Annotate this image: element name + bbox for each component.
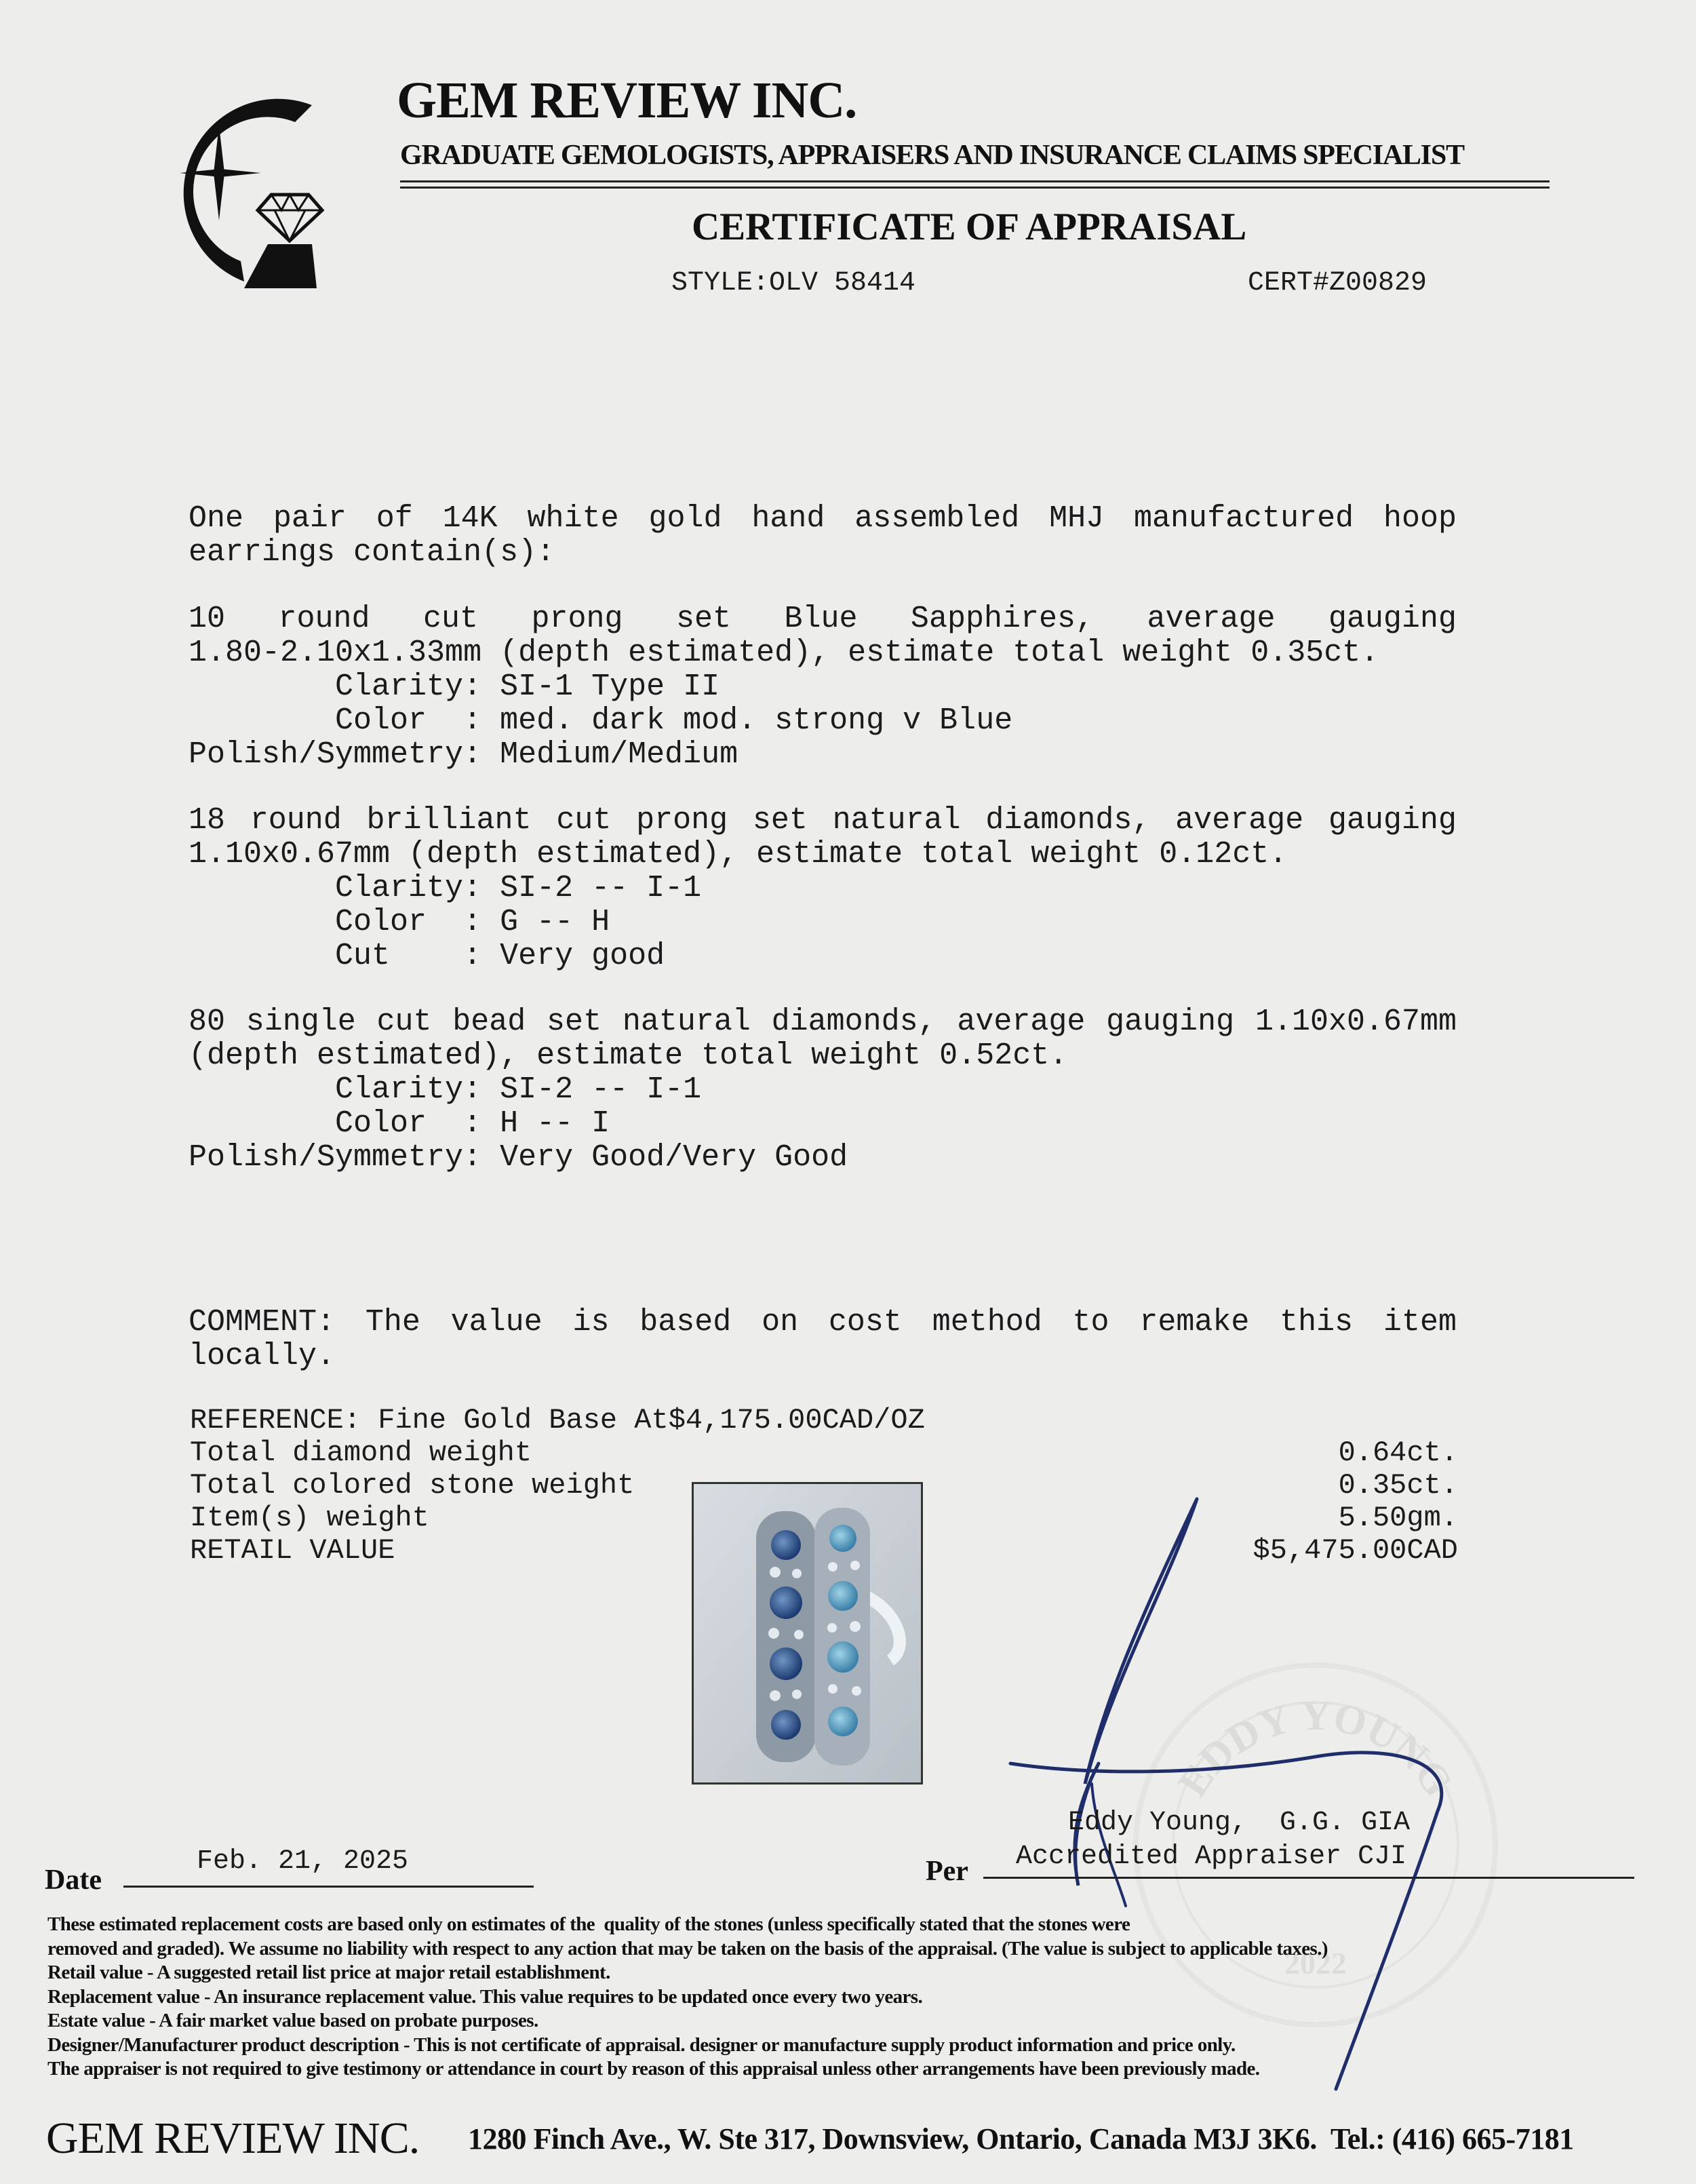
summary-value: 0.35ct. (1338, 1469, 1458, 1502)
header-rule-top (400, 180, 1550, 182)
stone-polish: Polish/Symmetry: Very Good/Very Good (189, 1140, 848, 1175)
item-description (189, 502, 1457, 570)
reference-line: REFERENCE: Fine Gold Base At$4,175.00CAD/OZ (190, 1404, 925, 1437)
stone-line: 80 single cut bead set natural diamonds, average gauging 1.10x0.67mm (189, 1005, 1457, 1039)
summary-label: RETAIL VALUE (190, 1534, 395, 1567)
company-logo-icon (139, 85, 336, 288)
stone-color: Color : H -- I (189, 1106, 610, 1141)
stone-block-round-diamonds (189, 804, 1457, 973)
intro-line: earrings contain(s): (189, 535, 555, 570)
summary-value: 0.64ct. (1338, 1437, 1458, 1469)
summary-value: 5.50gm. (1338, 1502, 1458, 1534)
footer-company-name: GEM REVIEW INC. (46, 2113, 420, 2163)
product-photo (692, 1482, 923, 1785)
company-tagline: GRADUATE GEMOLOGISTS, APPRAISERS AND INSURANCE CLAIMS SPECIALIST (400, 140, 1464, 171)
certificate-number: CERT#Z00829 (1248, 268, 1427, 298)
comment-line: COMMENT: The value is based on cost method to remake this item (189, 1305, 1457, 1340)
summary-label: Item(s) weight (190, 1502, 429, 1534)
stone-color: Color : med. dark mod. strong v Blue (189, 703, 1013, 738)
disclaimer-line: Retail value - A suggested retail list price at major retail establishment. (47, 1962, 610, 1983)
stone-clarity: Clarity: SI-2 -- I-1 (189, 871, 702, 905)
company-name: GEM REVIEW INC. (397, 72, 857, 129)
summary-label: Total colored stone weight (190, 1469, 635, 1502)
style-number: STYLE:OLV 58414 (671, 268, 916, 298)
comment-line: locally. (189, 1339, 336, 1373)
stone-block-sapphires (189, 602, 1457, 772)
date-value: Feb. 21, 2025 (197, 1846, 409, 1877)
stone-clarity: Clarity: SI-1 Type II (189, 669, 720, 704)
stone-line: 10 round cut prong set Blue Sapphires, average gauging (189, 602, 1457, 636)
seal-text: EDDY YOUNG (1169, 1692, 1462, 1805)
disclaimer-line: Replacement value - An insurance replacement value. This value requires to be updated once every two years. (47, 1985, 923, 2008)
disclaimer-line: These estimated replacement costs are based only on estimates of the quality of the stones (unless specifically stated that the stones were (47, 1913, 1130, 1935)
per-signature-line (983, 1877, 1634, 1879)
date-line (123, 1886, 534, 1888)
footer-address: 1280 Finch Ave., W. Ste 317, Downsview, Ontario, Canada M3J 3K6. Tel.: (416) 665-7181 (468, 2122, 1574, 2156)
stone-line: (depth estimated), estimate total weight 0.52ct. (189, 1038, 1068, 1073)
seal-year: 2022 (1284, 1946, 1347, 1981)
summary-label: Total diamond weight (190, 1437, 532, 1469)
disclaimer-line: removed and graded). We assume no liability with respect to any action that may be taken on the basis of the appraisal. (The value is subject to applicable taxes.) (47, 1937, 1328, 1959)
stone-line: 18 round brilliant cut prong set natural diamonds, average gauging (189, 803, 1457, 838)
disclaimers (47, 1913, 1689, 2082)
header-rule-bottom (400, 187, 1550, 189)
certificate-title: CERTIFICATE OF APPRAISAL (692, 206, 1247, 248)
appraiser-title: Accredited Appraiser CJI (1016, 1841, 1407, 1872)
appraiser-name: Eddy Young, G.G. GIA (1068, 1808, 1411, 1838)
intro-line: One pair of 14K white gold hand assembled MHJ manufactured hoop (189, 501, 1457, 536)
disclaimer-line: Estate value - A fair market value based on probate purposes. (47, 2010, 538, 2031)
stone-line: 1.10x0.67mm (depth estimated), estimate total weight 0.12ct. (189, 837, 1288, 872)
disclaimer-line: The appraiser is not required to give testimony or attendance in court by reason of this appraisal unless other arrangements have been previously made. (47, 2058, 1260, 2080)
per-label: Per (926, 1856, 968, 1887)
date-label: Date (45, 1865, 102, 1896)
stone-line: 1.80-2.10x1.33mm (depth estimated), estimate total weight 0.35ct. (189, 636, 1379, 670)
stone-cut: Cut : Very good (189, 939, 665, 973)
summary-row (190, 1437, 1458, 1469)
disclaimer-line: Designer/Manufacturer product description - This is not certificate of appraisal. designer or manufacture supply product information and price only. (47, 2033, 1236, 2056)
summary-value: $5,475.00CAD (1253, 1534, 1458, 1567)
comment-block (189, 1306, 1457, 1373)
stone-clarity: Clarity: SI-2 -- I-1 (189, 1072, 702, 1107)
stone-block-single-cut-diamonds (189, 1005, 1457, 1175)
stone-color: Color : G -- H (189, 905, 610, 939)
stone-polish: Polish/Symmetry: Medium/Medium (189, 737, 738, 772)
